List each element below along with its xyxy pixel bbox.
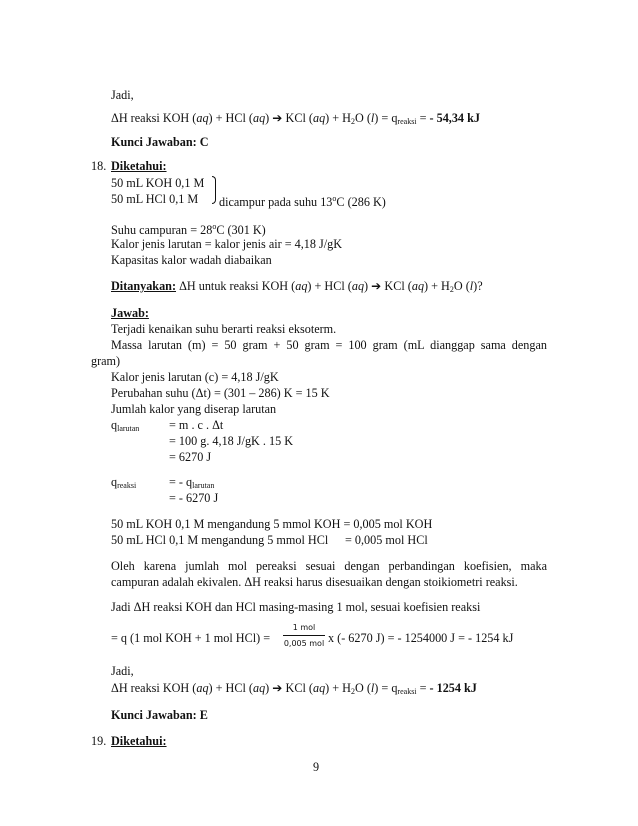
mol-hcl: 50 mL HCl 0,1 M mengandung 5 mmol HCl: [111, 533, 329, 547]
suhu-campuran: Suhu campuran = $28^oC$ (301 K): [111, 222, 266, 237]
answer-key-17: Kunci Jawaban: C: [111, 135, 209, 149]
question-19-number: 19.: [91, 734, 107, 748]
reaksi-2: = - 6270 J: [169, 491, 219, 505]
answer-key-18: Kunci Jawaban: E: [111, 708, 208, 722]
fraction-numerator: 1 mol: [292, 623, 316, 632]
c-line: Kalor jenis larutan (c) = 4,18 J/gK: [111, 370, 279, 384]
massa-line: Massa larutan (m) = 50 gram + 50 gram = 100 gram (mL dianggap sama dengan: [111, 338, 547, 352]
jadi-label-18: Jadi,: [111, 664, 134, 678]
page-number: 9: [313, 760, 320, 774]
jawab-heading: Jawab:: [111, 306, 149, 320]
jadi-dh-line: Jadi ΔH reaksi KOH dan HCl masing-masing 1 mol, sesuai koefisien reaksi: [111, 600, 481, 614]
diketahui-19: Diketahui:: [111, 734, 167, 748]
given-hcl: 50 mL HCl 0,1 M: [111, 192, 199, 206]
arrow-icon: ➔: [272, 111, 283, 125]
calc-left: = q (1 mol KOH + 1 mol HCl) =: [111, 631, 271, 645]
question-18-number: 18.: [91, 159, 107, 173]
result-17: - 54,34 kJ: [429, 111, 480, 125]
jumlah-line: Jumlah kalor yang diserap larutan: [111, 402, 277, 416]
given-temp: dicampur pada suhu 13$^o$C (286 K): [219, 194, 386, 209]
arrow-icon: ➔: [371, 279, 382, 293]
calc-right: x (- 6270 J) = - 1254000 J = - 1254 kJ: [328, 631, 514, 645]
reaksi-1: = - $q_{larutan}$: [169, 475, 215, 490]
eksoterm-line: Terjadi kenaikan suhu berarti reaksi eksoterm.: [111, 322, 337, 336]
ditanyakan-line: Ditanyakan: ΔH untuk reaksi KOH (aq) + HCl (aq) ➔ KCl $(aq) + H_2O$ (l)?: [111, 279, 483, 294]
gram-line: gram): [91, 354, 121, 368]
campuran-line: campuran adalah ekivalen. ΔH reaksi harus disesuaikan dengan stoikiometri reaksi.: [111, 575, 518, 589]
fraction-line: [283, 635, 325, 636]
q-reaksi-label: $q_{reaksi}$: [111, 475, 137, 490]
equation-17: ΔH reaksi KOH (aq) + HCl (aq) ➔ KCl $(aq) + H_2O$ $(l) = q_{reaksi}$ = - 54,34 kJ: [111, 111, 480, 126]
mol-koh: 50 mL KOH 0,1 M mengandung 5 mmol KOH = 0,005 mol KOH: [111, 517, 433, 531]
given-koh: 50 mL KOH 0,1 M: [111, 176, 205, 190]
equation-18: ΔH reaksi KOH (aq) + HCl (aq) ➔ KCl $(aq) + H_2O$ $(l) = q_{reaksi}$ = - 1254 kJ: [111, 681, 477, 696]
formula-3: = 6270 J: [169, 450, 212, 464]
kalor-jenis: Kalor jenis larutan = kalor jenis air = 4,18 J/gK: [111, 237, 343, 251]
brace-icon: [212, 176, 216, 204]
formula-1: = m . c . Δt: [169, 418, 224, 432]
jadi-label: Jadi,: [111, 88, 134, 102]
q-larutan-label: $q_{larutan}$: [111, 418, 140, 433]
arrow-icon: ➔: [272, 681, 283, 695]
fraction-denominator: 0,005 mol: [283, 639, 325, 648]
dt-line: Perubahan suhu (Δt) = (301 – 286) K = 15 K: [111, 386, 330, 400]
formula-2: = 100 g. 4,18 J/gK . 15 K: [169, 434, 294, 448]
result-18: - 1254 kJ: [429, 681, 477, 695]
kapasitas: Kapasitas kalor wadah diabaikan: [111, 253, 272, 267]
mol-hcl-value: = 0,005 mol HCl: [345, 533, 428, 547]
diketahui-18: Diketahui:: [111, 159, 167, 173]
oleh-line: Oleh karena jumlah mol pereaksi sesuai dengan perbandingan koefisien, maka: [111, 559, 547, 573]
